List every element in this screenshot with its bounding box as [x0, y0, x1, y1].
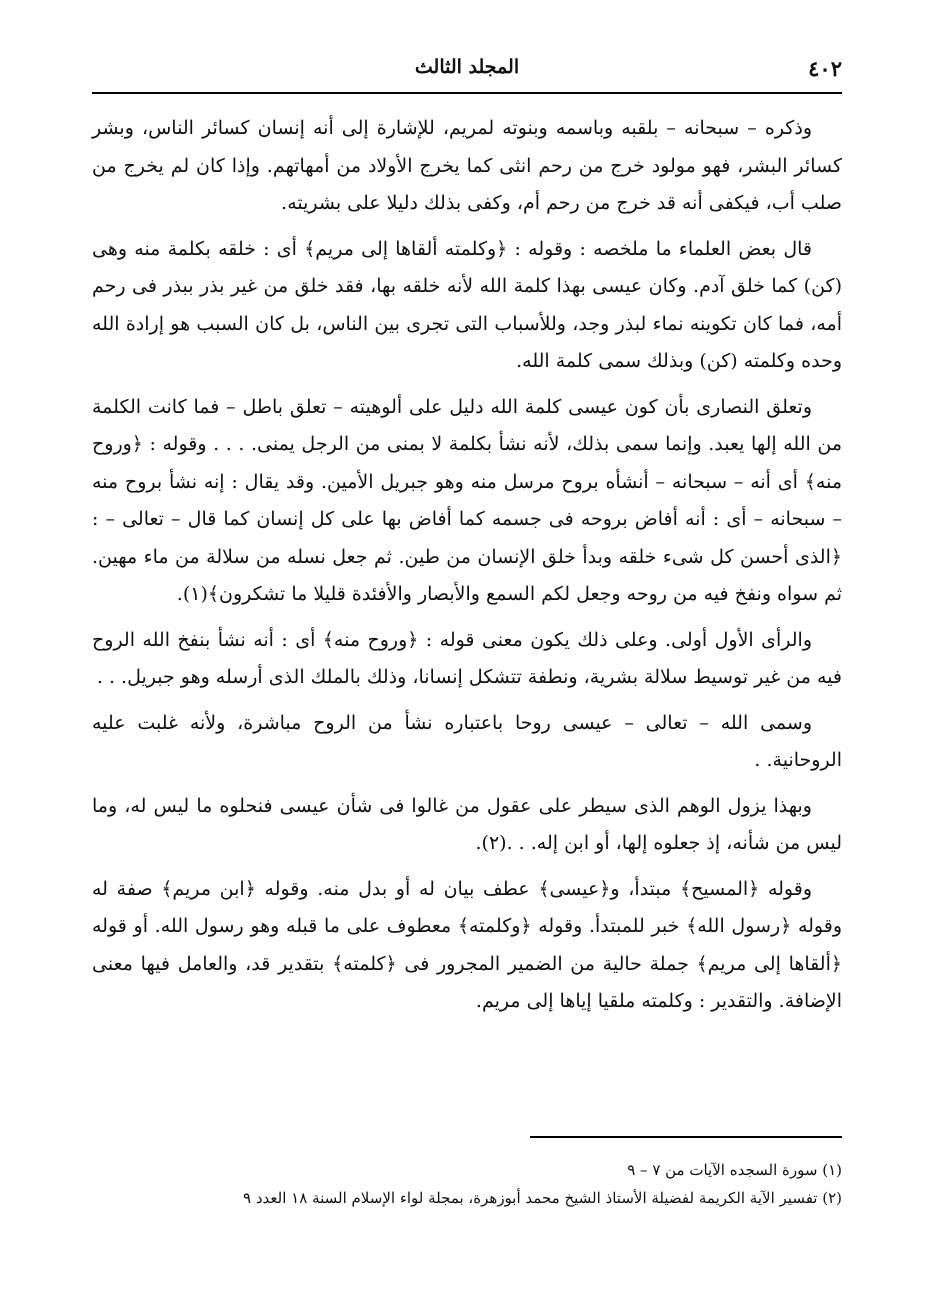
- page-number: ٤٠٢: [808, 56, 842, 81]
- footnote-rule: [530, 1136, 842, 1138]
- paragraph: وتعلق النصارى بأن كون عيسى كلمة الله دليل على ألوهيته – تعلق باطل – فما كانت الكلمة من الله إلها يعبد. وإنما سمى بذلك، لأنه نشأ بكلمة لا بمنى من الرجل يمنى. . . . وقوله : ﴿وروح منه﴾ أى أنه – سبحانه – أنشأه بروح مرسل منه وهو جبريل الأمين. وقد يقال : إنه نشأ بروح منه – سبحانه – أى : أنه أفاض بروحه فى جسمه كما أفاض بها على كل إنسان كما قال – تعالى – : ﴿الذى أحسن كل شىء خلقه وبدأ خلق الإنسان من طين. ثم جعل نسله من سلالة من ماء مهين. ثم سواه ونفخ فيه من روحه وجعل لكم السمع والأبصار والأفئدة قليلا ما تشكرون﴾(١).: [92, 395, 842, 605]
- paragraph: قال بعض العلماء ما ملخصه : وقوله : ﴿وكلمته ألقاها إلى مريم﴾ أى : خلقه بكلمة منه وهى (كن) كما خلق آدم. وكان عيسى بهذا كلمة الله لأنه خلقه بها، فقد خلق من غير بذر ببذر فى رحم أمه، فما كان تكوينه نماء لبذر وجد، وللأسباب التى تجرى بين الناس، بل كان السبب هو إرادة الله وحده وكلمته (كن) وبذلك سمى كلمة الله.: [92, 237, 842, 372]
- footnote: (١) سورة السجده الآيات من ٧ – ٩: [627, 1161, 842, 1179]
- footnote: (٢) تفسير الآية الكريمة لفضيلة الأستاذ الشيخ محمد أبوزهرة، بمجلة لواء الإسلام السنة ١٨ العدد ٩: [243, 1189, 842, 1207]
- paragraph: وقوله ﴿المسيح﴾ مبتدأ، و﴿عيسى﴾ عطف بيان له أو بدل منه. وقوله ﴿ابن مريم﴾ صفة له وقوله ﴿رسول الله﴾ خبر للمبتدأ. وقوله ﴿وكلمته﴾ معطوف على ما قبله وهو رسول الله. أو قوله ﴿ألقاها إلى مريم﴾ جملة حالية من الضمير المجرور فى ﴿كلمته﴾ بتقدير قد، والعامل فيها معنى الإضافة. والتقدير : وكلمته ملقيا إياها إلى مريم.: [92, 877, 842, 1012]
- header-rule: [92, 92, 842, 94]
- footnotes: [92, 1156, 842, 1212]
- paragraph: وسمى الله – تعالى – عيسى روحا باعتباره نشأ من الروح مباشرة، ولأنه غلبت عليه الروحانية. .: [92, 711, 842, 771]
- body-text: [92, 110, 842, 1029]
- page-header: [92, 52, 842, 92]
- paragraph: وبهذا يزول الوهم الذى سيطر على عقول من غالوا فى شأن عيسى فنحلوه ما ليس له، وما ليس من شأنه، إذ جعلوه إلها، أو ابن إله. . .(٢).: [92, 794, 842, 854]
- paragraph: وذكره – سبحانه – بلقبه وباسمه وبنوته لمريم، للإشارة إلى أنه إنسان كسائر الناس، وبشر كسائر البشر، فهو مولود خرج من رحم انثى كما يخرج الأولاد من أمهاتهم. وإذا كان لم يخرج من صلب أب، فيكفى أنه قد خرج من رحم أم، وكفى بذلك دليلا على بشريته.: [92, 117, 842, 214]
- running-title: المجلد الثالث: [414, 56, 520, 78]
- paragraph: والرأى الأول أولى. وعلى ذلك يكون معنى قوله : ﴿وروح منه﴾ أى : أنه نشأ بنفخ الله الروح فيه من غير توسيط سلالة بشرية، ونطفة تتشكل إنسانا، وذلك بالملك الذى أرسله وهو جبريل. . .: [92, 628, 842, 688]
